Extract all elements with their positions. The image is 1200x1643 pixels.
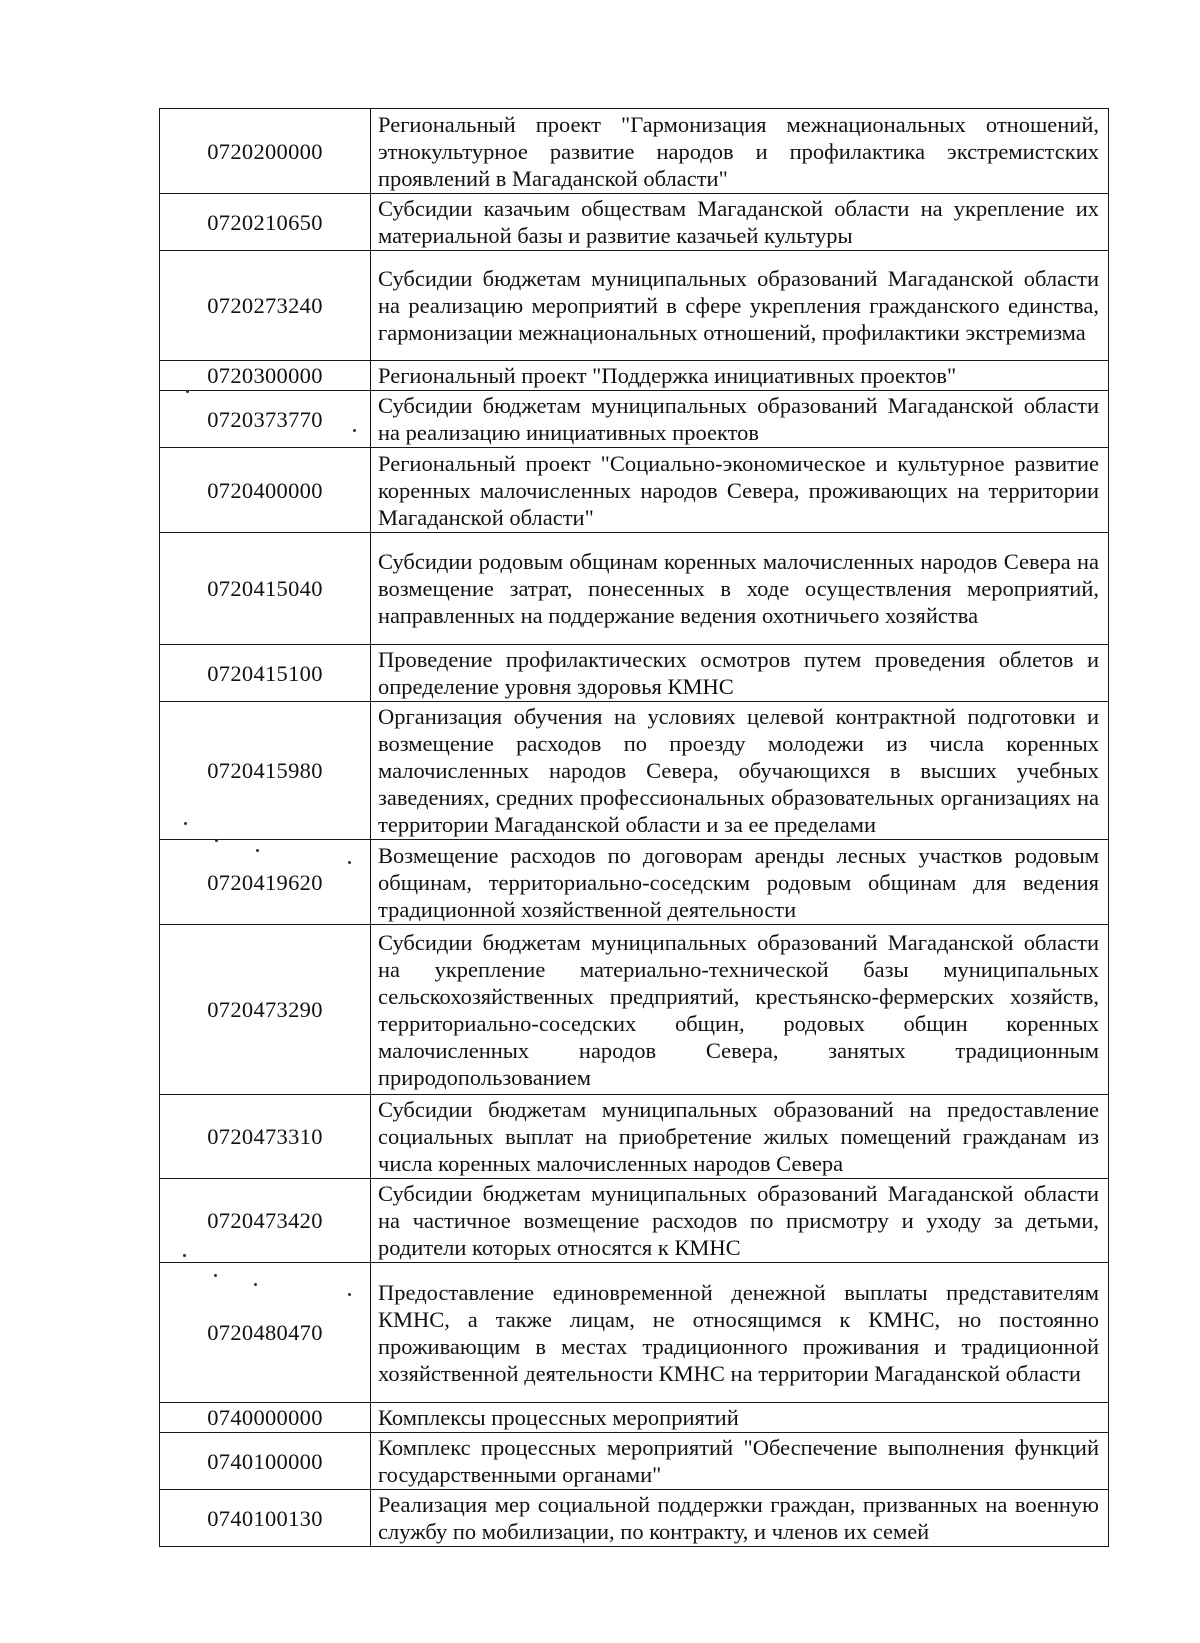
budget-classification-table <box>159 108 1109 1547</box>
row-code: 0740100000 <box>160 1433 371 1490</box>
table-row <box>160 1095 1109 1179</box>
table-row <box>160 251 1109 361</box>
row-description: Субсидии бюджетам муниципальных образований на предоставление социальных выплат на приобретение жилых помещений гражданам из числа коренных малочисленных народов Севера <box>371 1095 1109 1179</box>
table-row <box>160 1263 1109 1403</box>
table-row <box>160 840 1109 925</box>
row-description: Проведение профилактических осмотров путем проведения облетов и определение уровня здоровья КМНС <box>371 645 1109 702</box>
table-row <box>160 1403 1109 1433</box>
row-code: 0740100130 <box>160 1490 371 1547</box>
row-code: 0720415100 <box>160 645 371 702</box>
row-description: Комплекс процессных мероприятий "Обеспечение выполнения функций государственными органами" <box>371 1433 1109 1490</box>
table-row <box>160 391 1109 448</box>
row-description: Организация обучения на условиях целевой контрактной подготовки и возмещение расходов по проезду молодежи из числа коренных малочисленных народов Севера, обучающихся в высших учебных заведениях, средних профессиональных образовательных организациях на территории Магаданской области и за ее пределами <box>371 702 1109 840</box>
row-code: 0720415040 <box>160 533 371 645</box>
scan-speck <box>186 390 189 393</box>
table-row <box>160 645 1109 702</box>
row-description: Предоставление единовременной денежной выплаты представителям КМНС, а также лицам, не относящимся к КМНС, но постоянно проживающим в местах традиционного проживания и традиционной хозяйственной деятельности КМНС на территории Магаданской области <box>371 1263 1109 1403</box>
row-description: Субсидии родовым общинам коренных малочисленных народов Севера на возмещение затрат, понесенных в ходе осуществления мероприятий, направленных на поддержание ведения охотничьего хозяйства <box>371 533 1109 645</box>
row-description: Региональный проект "Гармонизация межнациональных отношений, этнокультурное развитие народов и профилактика экстремистских проявлений в Магаданской области" <box>371 109 1109 194</box>
row-code: 0720210650 <box>160 194 371 251</box>
row-description: Комплексы процессных мероприятий <box>371 1403 1109 1433</box>
row-code: 0720473420 <box>160 1179 371 1263</box>
row-code: 0720200000 <box>160 109 371 194</box>
row-code: 0720480470 <box>160 1263 371 1403</box>
row-description: Субсидии бюджетам муниципальных образований Магаданской области на укрепление материально-технической базы муниципальных сельскохозяйственных предприятий, крестьянско-фермерских хозяйств, территориально-соседских общин, родовых общин коренных малочисленных народов Севера, занятых традиционным природопользованием <box>371 925 1109 1095</box>
table-row <box>160 533 1109 645</box>
scan-speck <box>184 822 187 825</box>
table-row <box>160 1433 1109 1490</box>
table-row <box>160 448 1109 533</box>
scan-speck <box>348 861 351 864</box>
row-code: 0720273240 <box>160 251 371 361</box>
table-row <box>160 194 1109 251</box>
scan-speck <box>348 1293 351 1296</box>
row-code: 0720415980 <box>160 702 371 840</box>
row-description: Субсидии бюджетам муниципальных образований Магаданской области на частичное возмещение расходов по присмотру и уходу за детьми, родители которых относятся к КМНС <box>371 1179 1109 1263</box>
scan-speck <box>215 839 218 842</box>
scan-speck <box>256 849 259 852</box>
table-row <box>160 925 1109 1095</box>
table-row <box>160 361 1109 391</box>
row-code: 0720473310 <box>160 1095 371 1179</box>
row-code: 0720473290 <box>160 925 371 1095</box>
table-row <box>160 109 1109 194</box>
scan-speck <box>254 1283 257 1286</box>
row-description: Субсидии казачьим обществам Магаданской области на укрепление их материальной базы и развитие казачьей культуры <box>371 194 1109 251</box>
row-description: Субсидии бюджетам муниципальных образований Магаданской области на реализацию мероприятий в сфере укрепления гражданского единства, гармонизации межнациональных отношений, профилактики экстремизма <box>371 251 1109 361</box>
scan-speck <box>353 429 356 432</box>
scan-speck <box>183 1254 186 1257</box>
row-code: 0740000000 <box>160 1403 371 1433</box>
row-code: 0720419620 <box>160 840 371 925</box>
row-code: 0720373770 <box>160 391 371 448</box>
table-row <box>160 1179 1109 1263</box>
row-description: Реализация мер социальной поддержки граждан, призванных на военную службу по мобилизации, по контракту, и членов их семей <box>371 1490 1109 1547</box>
row-code: 0720400000 <box>160 448 371 533</box>
row-description: Субсидии бюджетам муниципальных образований Магаданской области на реализацию инициативных проектов <box>371 391 1109 448</box>
scan-speck <box>214 1274 217 1277</box>
table-row <box>160 702 1109 840</box>
row-description: Региональный проект "Социально-экономическое и культурное развитие коренных малочисленных народов Севера, проживающих на территории Магаданской области" <box>371 448 1109 533</box>
row-description: Возмещение расходов по договорам аренды лесных участков родовым общинам, территориально-соседским родовым общинам для ведения традиционной хозяйственной деятельности <box>371 840 1109 925</box>
table-row <box>160 1490 1109 1547</box>
row-description: Региональный проект "Поддержка инициативных проектов" <box>371 361 1109 391</box>
row-code: 0720300000 <box>160 361 371 391</box>
